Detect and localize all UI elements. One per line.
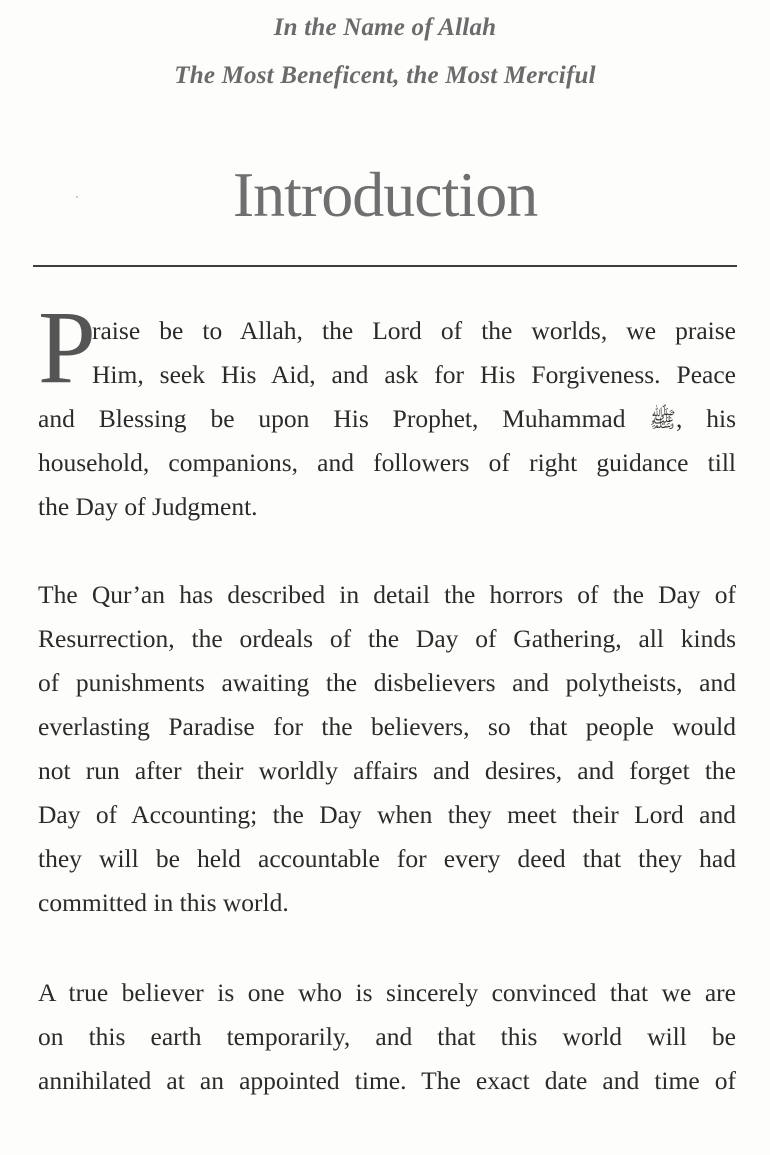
salawat-symbol: ﷺ — [649, 407, 676, 432]
paragraph-1-line-3 — [38, 397, 736, 441]
page-title: Introduction — [232, 159, 538, 230]
paragraph-1-line-3-end: , his — [675, 404, 737, 433]
paragraph-3 — [38, 971, 736, 1103]
paragraph-1-line-5: the Day of Judgment. — [38, 492, 258, 521]
invocation-line-1: In the Name of Allah — [273, 14, 497, 41]
paragraph-1-line-4: household, companions, and followers of right guidance till — [38, 448, 736, 477]
paragraph-2-line: Day of Accounting; the Day when they meet their Lord and — [38, 800, 736, 829]
paragraph-2-line: committed in this world. — [38, 888, 289, 917]
paragraph-2-line: of punishments awaiting the disbelievers and polytheists, and — [38, 668, 736, 697]
paragraph-1-line-2: Him, seek His Aid, and ask for His Forgiveness. Peace — [92, 360, 736, 389]
paragraph-3-line: on this earth temporarily, and that this world will be — [38, 1022, 736, 1051]
invocation-line-2: The Most Beneficent, the Most Merciful — [174, 62, 596, 89]
title-divider — [33, 265, 737, 267]
paragraph-2-line: Resurrection, the ordeals of the Day of Gathering, all kinds — [38, 624, 736, 653]
paragraph-2-line: everlasting Paradise for the believers, so that people would — [38, 712, 736, 741]
paragraph-1-line-1: raise be to Allah, the Lord of the worlds, we praise — [92, 316, 736, 345]
paragraph-1-line-3-text: and Blessing be upon His Prophet, Muhammad — [38, 404, 626, 433]
paragraph-2-line: The Qur’an has described in detail the horrors of the Day of — [38, 580, 736, 609]
paragraph-3-line: A true believer is one who is sincerely convinced that we are — [38, 978, 736, 1007]
drop-cap: P — [38, 290, 96, 405]
paragraph-1 — [38, 309, 736, 529]
paragraph-2-line: they will be held accountable for every deed that they had — [38, 844, 736, 873]
paragraph-3-line: annihilated at an appointed time. The exact date and time of — [38, 1066, 736, 1095]
paragraph-2 — [38, 573, 736, 925]
paragraph-2-line: not run after their worldly affairs and desires, and forget the — [38, 756, 736, 785]
